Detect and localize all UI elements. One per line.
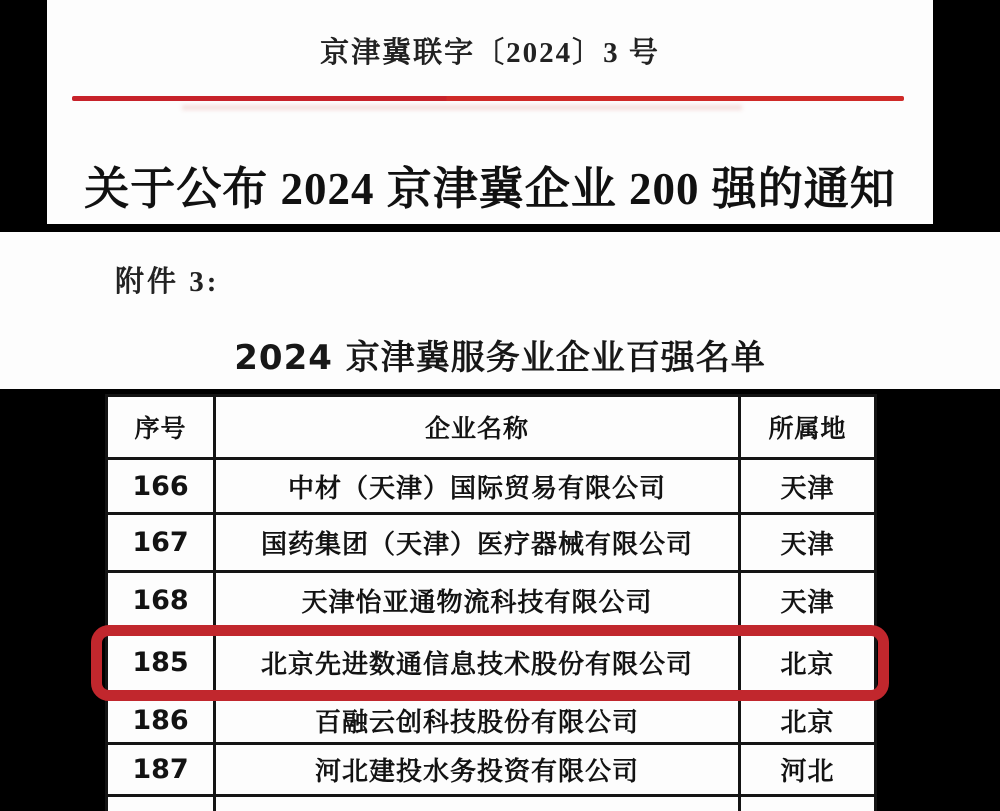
partial-clipped-row xyxy=(107,796,876,811)
table-row xyxy=(107,572,876,629)
company-table-container xyxy=(105,394,877,811)
rank-cell: 187 xyxy=(107,744,215,796)
region-cell: 天津 xyxy=(740,514,876,572)
rank-cell: 168 xyxy=(107,572,215,629)
notice-header-panel xyxy=(47,0,933,224)
table-row xyxy=(107,697,876,744)
region-cell: 北京 xyxy=(740,697,876,744)
table-row xyxy=(107,459,876,514)
region-cell xyxy=(740,796,876,811)
attachment-label: 附件 3: xyxy=(115,266,220,298)
rank-cell: 186 xyxy=(107,697,215,744)
company-table-body xyxy=(107,459,876,796)
company-cell: 河北建投水务投资有限公司 xyxy=(215,744,740,796)
company-cell: 国药集团（天津）医疗器械有限公司 xyxy=(215,514,740,572)
red-divider-rule xyxy=(72,96,904,101)
header-company: 企业名称 xyxy=(215,396,740,459)
region-cell: 天津 xyxy=(740,459,876,514)
header-row xyxy=(107,396,876,459)
attachment-section xyxy=(0,232,1000,389)
rank-cell: 166 xyxy=(107,459,215,514)
company-cell: 百融云创科技股份有限公司 xyxy=(215,697,740,744)
header-region: 所属地 xyxy=(740,396,876,459)
company-cell: 天津怡亚通物流科技有限公司 xyxy=(215,572,740,629)
company-cell xyxy=(215,796,740,811)
table-row xyxy=(107,514,876,572)
rank-cell xyxy=(107,796,215,811)
notice-title: 关于公布 2024 京津冀企业 200 强的通知 xyxy=(84,164,896,214)
rank-cell: 167 xyxy=(107,514,215,572)
company-cell: 中材（天津）国际贸易有限公司 xyxy=(215,459,740,514)
region-cell: 天津 xyxy=(740,572,876,629)
region-cell: 河北 xyxy=(740,744,876,796)
header-rank: 序号 xyxy=(107,396,215,459)
list-title: 2024 京津冀服务业企业百强名单 xyxy=(234,338,766,378)
company-table xyxy=(105,394,877,811)
company-cell: 北京先进数通信息技术股份有限公司 xyxy=(215,629,740,697)
table-row xyxy=(107,796,876,811)
table-row xyxy=(107,629,876,697)
region-cell: 北京 xyxy=(740,629,876,697)
table-row xyxy=(107,744,876,796)
company-table-header xyxy=(107,396,876,459)
rank-cell: 185 xyxy=(107,629,215,697)
document-number: 京津冀联字〔2024〕3 号 xyxy=(320,37,660,69)
